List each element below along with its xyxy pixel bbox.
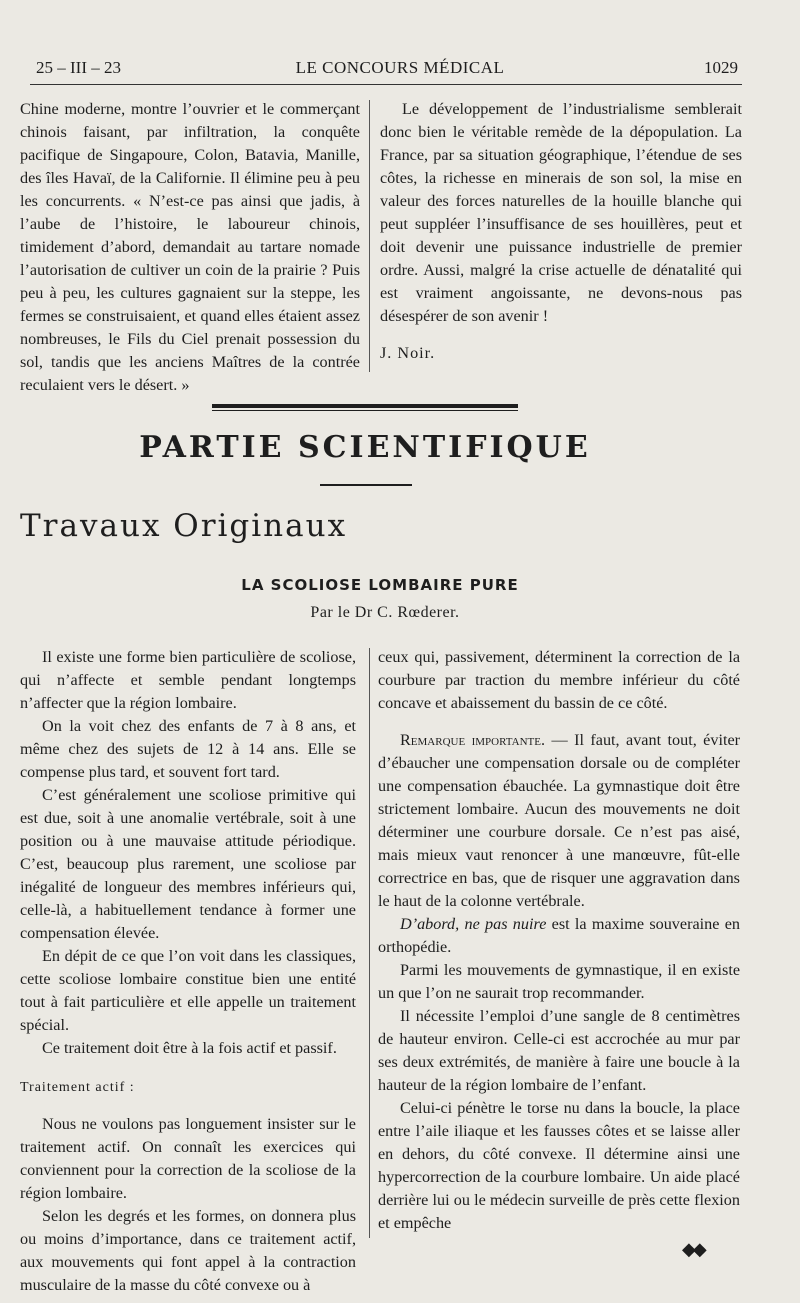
maxim-italic: D’abord, ne pas nuire	[400, 915, 547, 933]
column-divider-bottom	[369, 648, 370, 1238]
paragraph: En dépit de ce que l’on voit dans les classiques, cette scoliose lombaire constitue bien une entité tout à fait particulière et elle appelle un traitement spécial.	[20, 947, 356, 1034]
paragraph: Celui-ci pénètre le torse nu dans la boucle, la place entre l’aile iliaque et les fausses côtes et se laisse aller en dehors, du côté convexe. Il détermine ainsi une hypercorrection de la courbure lombaire. Un aide placé derrière lui ou le médecin surveille de près cette flexion et empêche	[378, 1099, 740, 1232]
remark-paragraph	[378, 729, 740, 913]
signature: J. Noir.	[380, 344, 436, 362]
top-left-column	[20, 98, 360, 397]
top-right-paragraph: Le développement de l’industrialisme semblerait donc bien le véritable remède de la dépopulation. La France, par sa situation géographique, l’étendue de ses côtes, la richesse en minerais de son sol, la mise en valeur des forces naturelles de la houille blanche qui peut suppléer l’insuffisance de ses houillères, peut et doit devenir une puissance industrielle de premier ordre. Aussi, malgré la crise actuelle de dénatalité qui est vraiment angoissante, ne devons-nous pas désespérer de son avenir !	[380, 100, 742, 325]
section-subtitle: Travaux Originaux	[20, 508, 348, 544]
maxim-text: est la maxime souveraine en orthopédie.	[378, 915, 740, 956]
paragraph: On la voit chez des enfants de 7 à 8 ans, et même chez des sujets de 12 à 14 ans. Elle se compense plus tard, et souvent fort tard.	[20, 717, 356, 781]
paragraph: ceux qui, passivement, déterminent la correction de la courbure par traction du membre inférieur du côté concave et abaissement du bassin de ce côté.	[378, 648, 740, 712]
paragraph: Nous ne voulons pas longuement insister sur le traitement actif. On connaît les exercices qui conviennent pour la correction de la scoliose de la région lombaire.	[20, 1115, 356, 1202]
maxim-paragraph	[378, 913, 740, 959]
paragraph: Selon les degrés et les formes, on donnera plus ou moins d’importance, dans ce traitement actif, aux mouvements qui font appel à la contraction musculaire de la masse du côté convexe ou à	[20, 1207, 356, 1294]
continuation-ornament: ◆◆	[682, 1239, 704, 1260]
running-header	[0, 56, 800, 80]
top-right-column	[380, 98, 742, 365]
paragraph: Il nécessite l’emploi d’une sangle de 8 centimètres de hauteur environ. Celle-ci est accrochée au mur par ses deux extrémités, de manière à faire une boucle à la hauteur de la région lombaire de l’enfant.	[378, 1007, 740, 1094]
subheading-treatment: Traitement actif :	[20, 1080, 135, 1095]
section-rule	[212, 404, 518, 408]
article-right-column	[378, 646, 740, 1235]
journal-title: LE CONCOURS MÉDICAL	[295, 58, 505, 77]
page-number: 1029	[704, 58, 738, 77]
issue-date: 25 – III – 23	[36, 58, 121, 77]
section-title: PARTIE SCIENTIFIQUE	[139, 430, 591, 465]
paragraph: C’est généralement une scoliose primitive qui est due, soit à une anomalie vertébrale, soit à une position ou à une mauvaise attitude périodique. C’est, beaucoup plus rarement, une scoliose par inégalité de longueur des membres inférieurs qui, celle-là, a habituellement tendance à former une compensation élevée.	[20, 786, 356, 942]
column-divider-top	[369, 100, 370, 372]
article-author: Par le Dr C. Rœderer.	[310, 604, 460, 621]
paragraph: Parmi les mouvements de gymnastique, il en existe un que l’on ne saurait trop recommander.	[378, 961, 740, 1002]
remark-label: Remarque importante.	[400, 731, 546, 749]
article-title: LA SCOLIOSE LOMBAIRE PURE	[241, 576, 519, 594]
remark-text: — Il faut, avant tout, éviter d’ébaucher une compensation dorsale ou de compléter une compensation ébauchée. La gymnastique doit être strictement lombaire. Aucun des mouvements ne doit déterminer une courbure dorsale. Ce n’est pas aisé, mais mieux vaut renoncer à une manœuvre, fût-elle correctrice en bas, que de risquer une aggravation dans le haut de la colonne vertébrale.	[378, 731, 741, 910]
header-rule	[30, 84, 742, 85]
section-underline	[320, 484, 412, 486]
top-left-paragraph: Chine moderne, montre l’ouvrier et le commerçant chinois faisant, par infiltration, la conquête pacifique de Singapoure, Colon, Batavia, Manille, des îles Havaï, de la Californie. Il élimine peu à peu les concurrents. « N’est-ce pas ainsi que jadis, à l’aube de l’histoire, le laboureur chinois, timidement d’abord, demandait au tartare nomade l’autorisation de cultiver un coin de la prairie ? Puis peu à peu, les cultures gagnaient sur la steppe, les fermes se construisaient, et quand elles étaient assez nombreuses, le Fils du Ciel prenait possession du sol, tandis que les anciens Maîtres de la contrée reculaient vers le désert. »	[20, 100, 360, 394]
paragraph: Il existe une forme bien particulière de scoliose, qui n’affecte et semble pendant longtemps n’affecter que la région lombaire.	[20, 648, 356, 712]
article-left-column	[20, 646, 356, 1297]
paragraph: Ce traitement doit être à la fois actif et passif.	[42, 1039, 337, 1057]
section-rule-thin	[212, 410, 518, 411]
